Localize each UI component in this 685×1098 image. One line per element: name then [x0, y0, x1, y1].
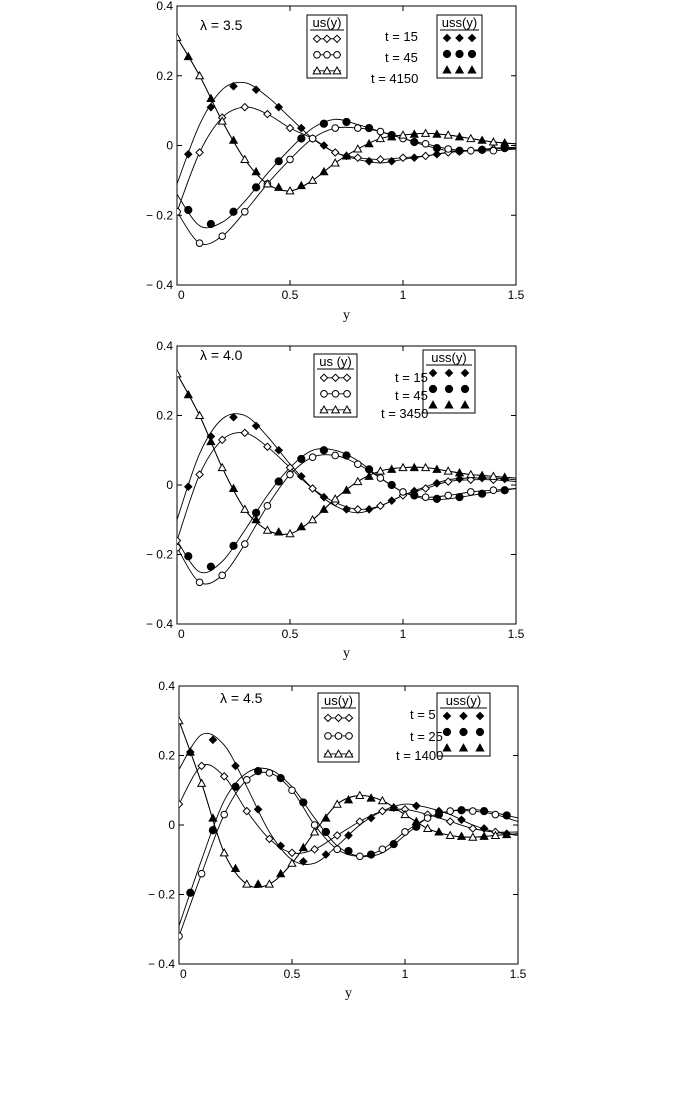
legend-uss-title: uss(y)	[431, 350, 467, 365]
data-point-circle-filled	[479, 490, 486, 497]
data-point-circle-open	[289, 787, 296, 794]
data-point-circle-filled	[388, 481, 395, 488]
data-point-circle-filled	[275, 158, 282, 165]
data-point-diamond-filled	[255, 806, 262, 813]
data-point-diamond-open	[379, 808, 386, 815]
data-point-triangle-filled	[413, 818, 421, 825]
y-tick-label: − 0.2	[145, 547, 173, 562]
data-point-triangle-filled	[207, 95, 215, 102]
y-tick-label: 0	[168, 818, 175, 832]
data-point-circle-open	[490, 147, 497, 154]
data-point-diamond-open	[311, 846, 318, 853]
legend-time-label: t = 1400	[396, 748, 444, 763]
x-tick-label: 1	[399, 627, 407, 641]
data-point-circle-open	[198, 870, 205, 877]
data-point-triangle-open	[173, 34, 181, 41]
data-point-triangle-filled	[320, 168, 328, 175]
legend-uss-title: uss(y)	[441, 15, 478, 30]
lambda-label: λ = 3.5	[200, 17, 243, 33]
data-point-diamond-filled	[411, 154, 418, 161]
legend-marker-circle-filled	[445, 385, 452, 392]
data-point-circle-open	[334, 846, 341, 853]
lambda-label: λ = 4.0	[200, 347, 243, 363]
data-point-circle-filled	[232, 783, 239, 790]
legend-marker-circle-open	[335, 733, 342, 740]
y-tick-label: − 0.4	[147, 957, 175, 971]
data-point-circle-filled	[255, 768, 262, 775]
data-point-triangle-open	[220, 849, 228, 856]
data-point-diamond-open	[334, 832, 341, 839]
data-point-diamond-open	[422, 152, 429, 159]
legend-marker-circle-filled	[456, 50, 463, 57]
data-point-diamond-filled	[185, 483, 192, 490]
data-point-circle-filled	[390, 841, 397, 848]
data-point-circle-filled	[411, 138, 418, 145]
data-point-triangle-open	[264, 526, 272, 533]
data-point-diamond-filled	[458, 816, 465, 823]
x-tick-label: 1	[399, 288, 407, 302]
legend-marker-circle-open	[324, 52, 331, 59]
data-point-triangle-open	[401, 811, 409, 818]
data-point-circle-open	[174, 544, 181, 551]
y-tick-label: − 0.4	[145, 617, 173, 631]
chart-panel-3	[148, 679, 527, 1001]
data-point-circle-filled	[185, 206, 192, 213]
x-tick-label: 0	[178, 627, 185, 641]
data-point-triangle-open	[175, 717, 183, 724]
data-point-triangle-open	[333, 800, 341, 807]
data-point-diamond-open	[377, 156, 384, 163]
data-point-circle-filled	[207, 563, 214, 570]
data-point-circle-open	[219, 572, 226, 579]
data-point-circle-filled	[300, 799, 307, 806]
data-point-triangle-open	[266, 880, 274, 887]
data-point-triangle-filled	[365, 140, 373, 147]
data-point-circle-open	[492, 811, 499, 818]
data-point-diamond-open	[241, 429, 248, 436]
data-point-diamond-filled	[185, 151, 192, 158]
data-point-circle-open	[490, 487, 497, 494]
data-point-circle-filled	[298, 135, 305, 142]
y-tick-label: 0.4	[158, 679, 175, 693]
data-point-circle-open	[287, 156, 294, 163]
data-point-diamond-filled	[322, 851, 329, 858]
data-point-triangle-open	[379, 797, 387, 804]
data-point-circle-open	[400, 489, 407, 496]
x-tick-label: 0.5	[281, 627, 299, 641]
chart-panel-1	[146, 0, 525, 323]
data-point-diamond-open	[173, 537, 180, 544]
data-point-triangle-filled	[458, 832, 466, 839]
data-point-circle-open	[242, 541, 249, 548]
data-point-circle-open	[377, 475, 384, 482]
legend-marker-circle-open	[332, 391, 339, 398]
lambda-label: λ = 4.5	[220, 690, 263, 706]
data-point-circle-filled	[207, 220, 214, 227]
data-point-circle-open	[196, 579, 203, 586]
data-point-diamond-filled	[366, 506, 373, 513]
data-point-circle-filled	[298, 455, 305, 462]
data-point-circle-filled	[435, 811, 442, 818]
data-point-diamond-open	[377, 502, 384, 509]
legend-marker-circle-open	[321, 391, 328, 398]
data-point-circle-filled	[345, 847, 352, 854]
data-point-triangle-open	[243, 880, 251, 887]
data-point-circle-open	[219, 233, 226, 240]
data-point-circle-filled	[368, 851, 375, 858]
data-point-triangle-open	[309, 177, 317, 184]
data-point-circle-filled	[320, 120, 327, 127]
data-point-circle-filled	[456, 147, 463, 154]
data-point-circle-filled	[322, 828, 329, 835]
x-axis-label: y	[343, 646, 350, 661]
data-point-circle-filled	[433, 145, 440, 152]
data-point-triangle-open	[196, 412, 204, 419]
data-point-diamond-open	[196, 471, 203, 478]
data-point-circle-open	[424, 815, 431, 822]
legend-us-title: us(y)	[324, 693, 353, 708]
series-line-circle-filled	[177, 119, 516, 228]
series-line-circle-filled	[179, 768, 518, 926]
x-tick-label: 1.5	[509, 967, 527, 981]
data-point-circle-filled	[253, 184, 260, 191]
legend-time-label: t = 15	[385, 29, 418, 44]
legend-marker-circle-open	[325, 733, 332, 740]
data-point-circle-open	[287, 471, 294, 478]
data-point-diamond-filled	[253, 422, 260, 429]
data-point-circle-open	[244, 777, 251, 784]
data-point-circle-open	[174, 208, 181, 215]
legend-time-label: t = 45	[385, 50, 418, 65]
data-point-diamond-open	[241, 104, 248, 111]
data-point-diamond-open	[286, 124, 293, 131]
legend-marker-circle-filled	[460, 728, 467, 735]
data-point-triangle-filled	[365, 473, 373, 480]
data-point-circle-filled	[275, 478, 282, 485]
x-axis-label: y	[343, 308, 350, 323]
data-point-triangle-open	[331, 159, 339, 166]
y-tick-label: 0.2	[156, 68, 173, 83]
data-point-diamond-open	[447, 818, 454, 825]
data-point-circle-open	[402, 829, 409, 836]
data-point-circle-open	[422, 494, 429, 501]
data-point-circle-open	[357, 853, 364, 860]
legend-us-title: us(y)	[312, 15, 342, 30]
data-point-circle-open	[332, 452, 339, 459]
data-point-triangle-open	[241, 156, 249, 163]
data-point-circle-open	[379, 846, 386, 853]
data-point-circle-open	[470, 808, 477, 815]
legend-time-label: t = 15	[395, 370, 428, 385]
data-point-diamond-open	[356, 818, 363, 825]
data-point-diamond-open	[354, 506, 361, 513]
data-point-circle-open	[221, 811, 228, 818]
x-tick-label: 1.5	[507, 288, 525, 302]
data-point-diamond-filled	[253, 86, 260, 93]
data-point-triangle-filled	[254, 880, 262, 887]
x-tick-label: 0.5	[281, 288, 299, 302]
legend-marker-circle-open	[334, 52, 341, 59]
y-tick-label: 0.4	[156, 339, 173, 353]
y-tick-label: − 0.4	[145, 278, 173, 292]
data-point-triangle-filled	[275, 184, 283, 191]
data-point-triangle-open	[354, 145, 362, 152]
data-point-circle-open	[355, 125, 362, 132]
series-line-diamond-filled	[177, 82, 516, 184]
data-point-circle-open	[176, 933, 183, 940]
x-tick-label: 1.5	[507, 627, 525, 641]
legend-marker-circle-open	[346, 733, 353, 740]
data-point-circle-open	[266, 770, 273, 777]
legend-marker-circle-filled	[461, 385, 468, 392]
data-point-triangle-filled	[209, 814, 217, 821]
series-line-diamond-filled	[177, 414, 516, 520]
data-point-triangle-filled	[322, 814, 330, 821]
chart-panel-2	[146, 339, 525, 661]
data-point-circle-filled	[458, 807, 465, 814]
data-point-circle-filled	[277, 774, 284, 781]
data-point-triangle-filled	[232, 865, 240, 872]
x-tick-label: 0	[178, 288, 185, 302]
data-point-diamond-open	[175, 801, 182, 808]
y-tick-label: 0.2	[158, 748, 175, 763]
data-point-triangle-open	[173, 370, 181, 377]
legend-marker-circle-open	[344, 391, 351, 398]
legend-marker-circle-filled	[443, 50, 450, 57]
y-tick-label: 0	[166, 478, 173, 492]
y-tick-label: 0.2	[156, 408, 173, 423]
legend-uss-title: uss(y)	[445, 693, 482, 708]
legend-marker-circle-filled	[476, 728, 483, 735]
data-point-triangle-open	[354, 478, 362, 485]
legend-time-label: t = 25	[410, 729, 443, 744]
data-point-circle-open	[355, 461, 362, 468]
legend-marker-circle-open	[314, 52, 321, 59]
x-tick-label: 1	[401, 967, 409, 981]
data-point-circle-filled	[366, 124, 373, 131]
data-point-circle-filled	[209, 827, 216, 834]
y-tick-label: 0	[166, 138, 173, 153]
data-point-circle-open	[468, 147, 475, 154]
series-line-circle-open	[177, 127, 516, 244]
data-point-circle-open	[468, 489, 475, 496]
data-point-diamond-open	[243, 808, 250, 815]
data-point-circle-filled	[503, 812, 510, 819]
data-point-circle-filled	[343, 452, 350, 459]
x-tick-label: 0.5	[283, 967, 301, 981]
data-point-diamond-filled	[388, 497, 395, 504]
data-point-triangle-filled	[185, 53, 193, 60]
data-point-circle-filled	[185, 553, 192, 560]
data-point-circle-filled	[479, 146, 486, 153]
data-point-triangle-open	[241, 506, 249, 513]
data-point-circle-filled	[343, 118, 350, 125]
data-point-circle-filled	[481, 808, 488, 815]
data-point-diamond-open	[196, 149, 203, 156]
data-point-diamond-filled	[413, 802, 420, 809]
data-point-triangle-open	[198, 780, 206, 787]
data-point-triangle-filled	[252, 168, 260, 175]
data-point-triangle-open	[218, 464, 226, 471]
data-point-circle-open	[242, 208, 249, 215]
data-point-triangle-open	[286, 530, 294, 537]
data-point-diamond-open	[288, 849, 295, 856]
data-point-circle-filled	[456, 494, 463, 501]
y-tick-label: − 0.2	[145, 208, 173, 223]
data-point-diamond-filled	[277, 842, 284, 849]
data-point-triangle-open	[309, 516, 317, 523]
x-axis-label: y	[345, 986, 352, 1001]
data-point-circle-open	[445, 146, 452, 153]
legend-marker-circle-filled	[443, 728, 450, 735]
data-point-circle-filled	[501, 487, 508, 494]
legend-time-label: t = 3450	[381, 406, 429, 421]
data-point-triangle-open	[196, 72, 204, 79]
data-point-circle-open	[445, 492, 452, 499]
data-point-circle-open	[332, 125, 339, 132]
data-point-diamond-open	[264, 111, 271, 118]
legend-marker-circle-filled	[468, 50, 475, 57]
y-tick-label: 0.4	[156, 0, 173, 13]
legend-time-label: t = 4150	[371, 71, 419, 86]
legend-marker-circle-filled	[429, 385, 436, 392]
data-point-circle-filled	[411, 492, 418, 499]
data-point-circle-filled	[320, 447, 327, 454]
data-point-circle-filled	[187, 889, 194, 896]
data-point-circle-filled	[230, 542, 237, 549]
data-point-triangle-filled	[185, 391, 193, 398]
legend-us-title: us (y)	[319, 354, 352, 369]
data-point-circle-open	[196, 240, 203, 247]
data-point-diamond-filled	[456, 475, 463, 482]
data-point-triangle-open	[424, 825, 432, 832]
legend-time-label: t = 45	[395, 388, 428, 403]
data-point-diamond-open	[332, 149, 339, 156]
data-point-triangle-filled	[207, 438, 215, 445]
legend-time-label: t = 5	[410, 707, 436, 722]
y-tick-label: − 0.2	[147, 887, 175, 902]
data-point-triangle-filled	[275, 528, 283, 535]
data-point-circle-open	[422, 140, 429, 147]
data-point-circle-filled	[433, 495, 440, 502]
data-point-circle-open	[309, 135, 316, 142]
data-point-circle-open	[264, 503, 271, 510]
data-point-circle-filled	[230, 208, 237, 215]
x-tick-label: 0	[180, 967, 187, 981]
data-point-circle-open	[447, 808, 454, 815]
data-point-circle-open	[309, 454, 316, 461]
